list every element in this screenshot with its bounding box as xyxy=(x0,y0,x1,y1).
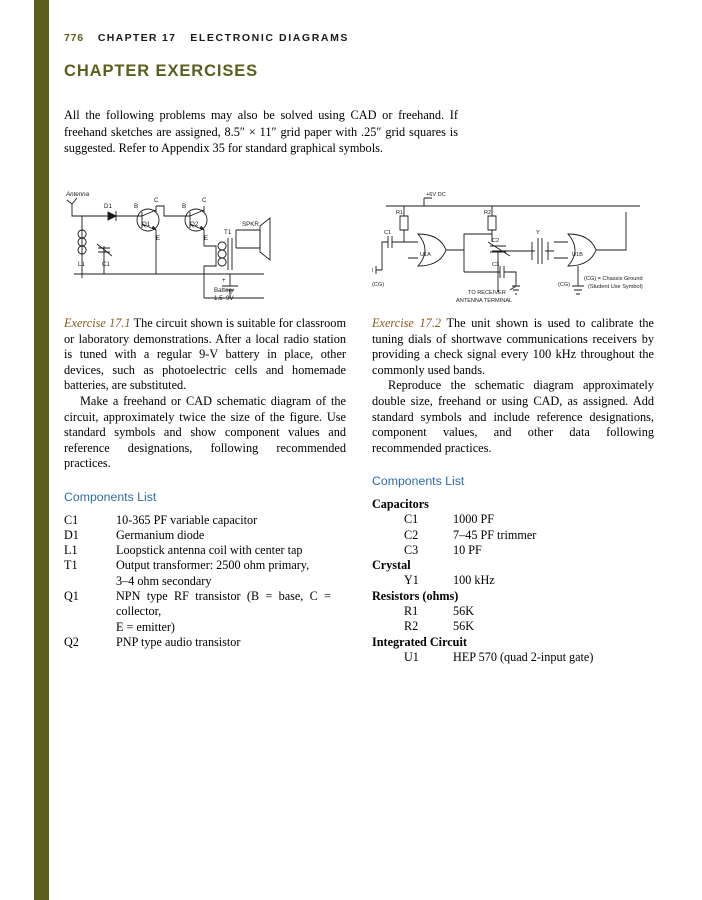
svg-text:(CG): (CG) xyxy=(372,282,385,288)
component-ref: R2 xyxy=(404,619,419,634)
crystal-radio-svg xyxy=(64,186,289,306)
table-row xyxy=(64,574,331,589)
svg-text:(CG): (CG) xyxy=(558,282,571,288)
exercise-17-2-label: Exercise 17.2 xyxy=(372,316,442,330)
table-row xyxy=(372,497,654,512)
table-row xyxy=(372,573,654,588)
svg-text:Battery: Battery xyxy=(214,287,234,294)
component-desc: 7–45 PF trimmer xyxy=(453,527,537,542)
svg-text:+6V DC: +6V DC xyxy=(426,192,446,198)
calibrator-svg xyxy=(372,186,654,306)
svg-text:D1: D1 xyxy=(104,203,112,210)
table-row xyxy=(64,589,331,620)
figure-exercise-17-1 xyxy=(64,186,289,306)
table-row xyxy=(64,513,331,528)
exercise-17-1-para1: The circuit shown is suitable for classroom or laboratory demonstrations. After a local radio station is tuned with a regular 9-V battery in place, other devices, such as photoelectric cells and homemade batteries, are substituted. xyxy=(64,316,347,393)
component-desc: 10-365 PF variable capacitor xyxy=(116,512,258,527)
component-group-heading: Crystal xyxy=(372,558,411,573)
component-ref: C1 xyxy=(404,512,419,527)
svg-text:(CG) = Chassis Ground: (CG) = Chassis Ground xyxy=(584,276,643,282)
intro-paragraph: All the following problems may also be solved using CAD or freehand. If freehand sketches are assigned, 8.5″ × 11″ grid paper with .25″ grid squares is suggested. Refer to Appendix 35 for standard graphical symbols. xyxy=(64,108,458,155)
component-ref: U1 xyxy=(404,649,419,664)
svg-text:U1B: U1B xyxy=(572,252,583,258)
exercise-17-1-column xyxy=(64,316,346,650)
exercise-17-1-para2: Make a freehand or CAD schematic diagram of the circuit, approximately twice the size of the figure. Use standard symbols and show component values and reference designations, following recommended practices. xyxy=(64,393,346,471)
component-ref: C3 xyxy=(404,542,419,557)
svg-text:Y: Y xyxy=(536,230,540,236)
svg-text:C1: C1 xyxy=(102,261,110,268)
page-edge-bar xyxy=(34,0,49,900)
svg-text:T1: T1 xyxy=(224,229,232,236)
component-desc: E = emitter) xyxy=(116,619,175,634)
svg-text:+: + xyxy=(222,277,226,284)
svg-text:B: B xyxy=(134,203,139,210)
component-desc: NPN type RF transistor (B = base, C = collector, xyxy=(116,589,331,619)
component-desc: Output transformer: 2500 ohm primary, xyxy=(116,558,310,573)
table-row xyxy=(372,512,654,527)
component-desc: Germanium diode xyxy=(116,527,205,542)
components-table-left xyxy=(64,513,331,651)
component-desc: 3–4 ohm secondary xyxy=(116,573,212,588)
component-desc: 56K xyxy=(453,619,475,634)
page-title: CHAPTER EXERCISES xyxy=(64,62,259,80)
svg-text:(Student Use Symbol): (Student Use Symbol) xyxy=(588,284,643,290)
components-table-right xyxy=(372,497,654,665)
component-desc: PNP type audio transistor xyxy=(116,634,241,649)
component-desc: 100 kHz xyxy=(453,573,495,588)
table-row xyxy=(372,635,654,650)
svg-text:Antenna: Antenna xyxy=(66,191,90,198)
exercise-17-2-para1: The unit shown is used to calibrate the tuning dials of shortwave communications receivers by providing a check signal every 100 kHz throughout the commonly used bands. xyxy=(372,316,654,377)
svg-text:TO RECEIVER: TO RECEIVER xyxy=(468,290,506,296)
table-row xyxy=(372,589,654,604)
table-row xyxy=(372,558,654,573)
svg-text:Q1: Q1 xyxy=(142,221,151,228)
component-ref: C1 xyxy=(64,512,79,527)
component-ref: Q1 xyxy=(64,589,79,604)
table-row xyxy=(372,604,654,619)
component-desc: 10 PF xyxy=(453,542,482,557)
table-row xyxy=(64,558,331,573)
svg-text:C2: C2 xyxy=(492,238,500,244)
running-head xyxy=(64,32,349,44)
svg-text:Q2: Q2 xyxy=(190,221,199,228)
component-desc: Loopstick antenna coil with center tap xyxy=(116,543,303,558)
component-group-heading: Resistors (ohms) xyxy=(372,588,459,603)
svg-text:L1: L1 xyxy=(78,261,85,268)
component-desc: HEP 570 (quad 2-input gate) xyxy=(453,649,594,664)
svg-text:R1: R1 xyxy=(396,210,404,216)
svg-text:1.5–9V: 1.5–9V xyxy=(214,295,234,302)
component-ref: C2 xyxy=(404,527,419,542)
component-ref: R1 xyxy=(404,604,419,619)
table-row xyxy=(64,543,331,558)
component-desc: 1000 PF xyxy=(453,512,495,527)
svg-text:B: B xyxy=(182,203,187,210)
component-group-heading: Capacitors xyxy=(372,496,429,511)
svg-text:C1: C1 xyxy=(384,230,392,236)
component-ref: Q2 xyxy=(64,634,79,649)
table-row xyxy=(372,543,654,558)
svg-text:E: E xyxy=(156,235,161,242)
table-row xyxy=(64,635,331,650)
table-row xyxy=(64,528,331,543)
exercise-17-2-column xyxy=(372,316,654,665)
svg-text:E: E xyxy=(204,235,209,242)
exercise-17-2-para2: Reproduce the schematic diagram approximately double size, freehand or using CAD, as assigned. Add standard symbols and include reference designations, component values, and other data following recommended practices. xyxy=(372,378,654,455)
component-group-heading: Integrated Circuit xyxy=(372,634,467,649)
component-ref xyxy=(64,620,116,635)
component-ref xyxy=(64,574,116,589)
components-list-heading-left: Components List xyxy=(64,489,157,504)
svg-text:C: C xyxy=(154,197,159,204)
svg-text:ANTENNA TERMINAL: ANTENNA TERMINAL xyxy=(456,298,513,304)
components-list-heading-right: Components List xyxy=(372,474,465,489)
svg-text:R2: R2 xyxy=(484,210,492,216)
running-title: ELECTRONIC DIAGRAMS xyxy=(190,32,350,44)
table-row xyxy=(372,528,654,543)
svg-text:SPKR: SPKR xyxy=(242,221,259,228)
figures-row xyxy=(64,186,654,311)
svg-text:U1A: U1A xyxy=(420,252,431,258)
table-row xyxy=(64,620,331,635)
svg-text:C: C xyxy=(202,197,207,204)
component-ref: T1 xyxy=(64,558,78,573)
component-ref: Y1 xyxy=(404,573,419,588)
component-desc: 56K xyxy=(453,604,475,619)
figure-exercise-17-2 xyxy=(372,186,654,306)
table-row xyxy=(372,619,654,634)
component-ref: L1 xyxy=(64,543,78,558)
svg-text:C3: C3 xyxy=(492,262,500,268)
exercise-17-1-label: Exercise 17.1 xyxy=(64,316,131,330)
chapter-label: CHAPTER 17 xyxy=(97,32,177,44)
page-number: 776 xyxy=(64,32,84,44)
table-row xyxy=(372,650,654,665)
component-ref: D1 xyxy=(64,527,79,542)
